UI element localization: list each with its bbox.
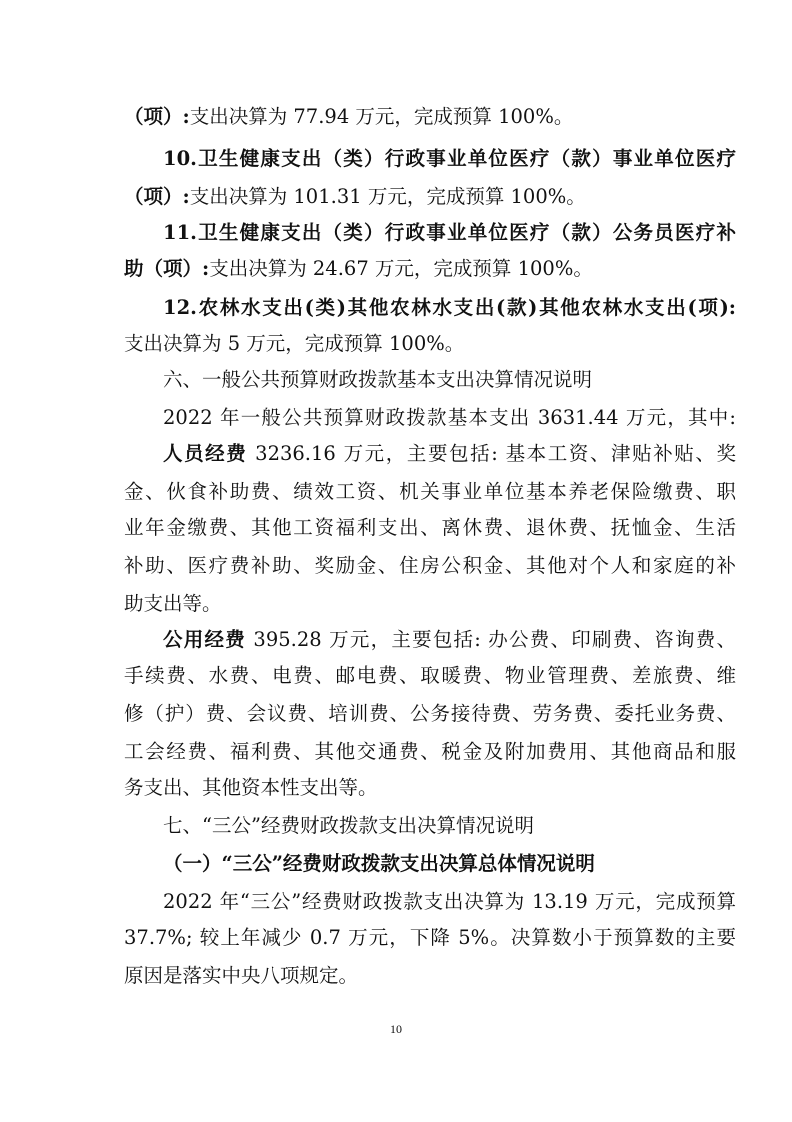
text-run: 2022 年一般公共预算财政拨款基本支出 3631.44 万元，其中: xyxy=(163,406,736,429)
bold-run: 助（项）: xyxy=(124,257,210,280)
text-line xyxy=(124,699,736,729)
page-number: 10 xyxy=(390,1022,402,1036)
text-run: 原因是落实中央八项规定。 xyxy=(124,964,359,987)
text-run: 补助、医疗费补助、奖励金、住房公积金、其他对个人和家庭的补 xyxy=(124,554,736,577)
text-run: 七、“三公”经费财政拨款支出决算情况说明 xyxy=(163,814,534,837)
text-line xyxy=(163,218,736,248)
text-line xyxy=(124,329,736,359)
text-line xyxy=(163,403,736,433)
bold-run: （项）: xyxy=(124,185,190,208)
text-line xyxy=(124,102,736,132)
text-run: 支出决算为 77.94 万元，完成预算 100%。 xyxy=(189,105,574,128)
text-line xyxy=(124,737,736,767)
text-run: 业年金缴费、其他工资福利支出、离休费、退休费、抚恤金、生活 xyxy=(124,516,736,539)
text-line xyxy=(124,477,736,507)
text-line xyxy=(163,887,736,917)
subsection-heading xyxy=(163,849,736,879)
text-line xyxy=(163,625,736,655)
section-heading xyxy=(163,811,736,841)
bold-run: 10.卫生健康支出（类）行政事业单位医疗（款）事业单位医疗 xyxy=(163,147,736,170)
text-line xyxy=(124,923,736,953)
text-line xyxy=(124,661,736,691)
bold-run: 12.农林水支出(类)其他农林水支出(款)其他农林水支出(项): xyxy=(163,296,736,319)
text-run: 3236.16 万元，主要包括: 基本工资、津贴补贴、奖 xyxy=(247,442,736,465)
text-line xyxy=(124,589,736,619)
text-run: 工会经费、福利费、其他交通费、税金及附加费用、其他商品和服 xyxy=(124,740,736,763)
text-run: 助支出等。 xyxy=(124,592,222,615)
text-line xyxy=(163,293,736,323)
text-line xyxy=(124,773,736,803)
text-run: 六、一般公共预算财政拨款基本支出决算情况说明 xyxy=(163,368,593,391)
text-run: 支出决算为 24.67 万元，完成预算 100%。 xyxy=(209,257,593,280)
text-line xyxy=(124,513,736,543)
text-run: 2022 年“三公”经费财政拨款支出决算为 13.19 万元，完成预算 xyxy=(163,890,736,913)
text-run: 395.28 万元，主要包括: 办公费、印刷费、咨询费、 xyxy=(245,628,736,651)
text-line xyxy=(163,439,736,469)
bold-run: （项）: xyxy=(124,105,190,128)
text-run: 务支出、其他资本性支出等。 xyxy=(124,776,378,799)
text-run: 37.7%; 较上年减少 0.7 万元，下降 5%。决算数小于预算数的主要 xyxy=(124,926,736,949)
bold-run: 人员经费 xyxy=(163,442,248,465)
text-run: 支出决算为 5 万元，完成预算 100%。 xyxy=(124,332,465,355)
bold-run: 公用经费 xyxy=(163,628,246,651)
text-line xyxy=(124,182,736,212)
text-line xyxy=(124,551,736,581)
text-run: 支出决算为 101.31 万元，完成预算 100%。 xyxy=(189,185,586,208)
text-run: 修（护）费、会议费、培训费、公务接待费、劳务费、委托业务费、 xyxy=(124,702,736,725)
text-run: 金、伙食补助费、绩效工资、机关事业单位基本养老保险缴费、职 xyxy=(124,480,736,503)
text-line xyxy=(124,961,736,991)
bold-run: 11.卫生健康支出（类）行政事业单位医疗（款）公务员医疗补 xyxy=(163,221,736,244)
text-line xyxy=(163,144,736,174)
bold-run: （一）“三公”经费财政拨款支出决算总体情况说明 xyxy=(163,852,595,875)
section-heading xyxy=(163,365,736,395)
text-line xyxy=(124,254,736,284)
text-run: 手续费、水费、电费、邮电费、取暖费、物业管理费、差旅费、维 xyxy=(124,664,736,687)
